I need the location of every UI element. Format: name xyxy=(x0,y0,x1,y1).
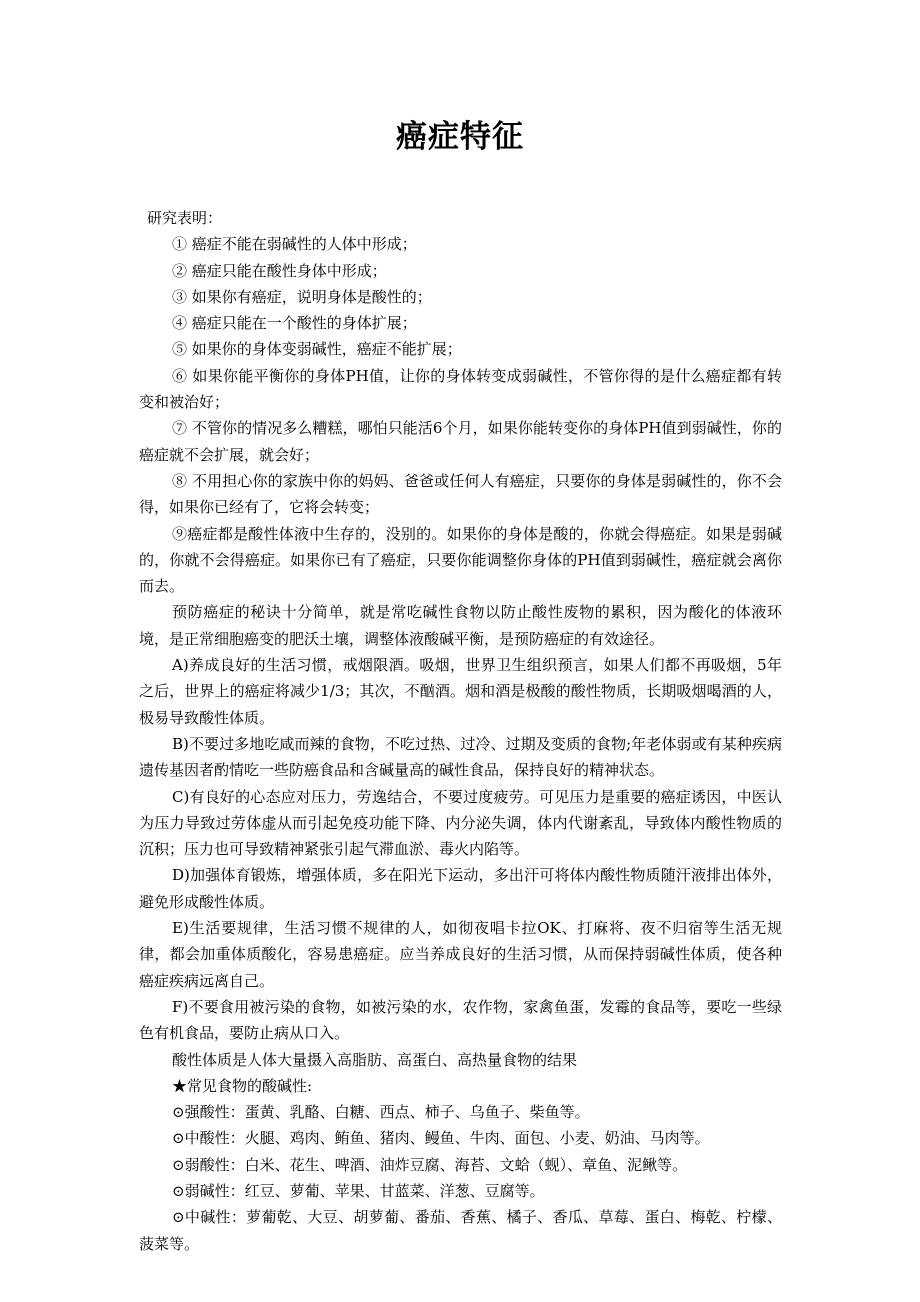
finding-3: ③ 如果你有癌症，说明身体是酸性的； xyxy=(172,287,432,306)
advice-e: E)生活要规律，生活习惯不规律的人，如彻夜唱卡拉OK、打麻将、夜不归宿等生活无规律，都会加重体质酸化，容易患癌症。应当养成良好的生活习惯，从而保持弱碱性体质，使各种癌症疾病远离自己。 xyxy=(139,919,782,990)
finding-9: ⑨癌症都是酸性体液中生存的，没别的。如果你的身体是酸的，你就会得癌症。如果是弱碱的，你就不会得癌症。如果你已有了癌症，只要你能调整你身体的PH值到弱碱性，癌症就会离你而去。 xyxy=(139,524,782,596)
food-medium-alkaline: ⊙中碱性：萝葡乾、大豆、胡萝葡、番茄、香蕉、橘子、香瓜、草莓、蛋白、梅乾、柠檬、菠菜等。 xyxy=(139,1208,782,1253)
advice-d: D)加强体育锻炼，增强体质，多在阳光下运动，多出汗可将体内酸性物质随汗液排出体外，避免形成酸性体质。 xyxy=(139,866,782,911)
advice-a: A)养成良好的生活习惯，戒烟限酒。吸烟，世界卫生组织预言，如果人们都不再吸烟，5年之后，世界上的癌症将减少1/3；其次，不酗酒。烟和酒是极酸的酸性物质，长期吸烟喝酒的人，极易导致酸性体质。 xyxy=(139,656,782,727)
food-weak-alkaline: ⊙弱碱性：红豆、萝葡、苹果、甘蓝菜、洋葱、豆腐等。 xyxy=(172,1181,545,1200)
food-strong-acid: ⊙强酸性：蛋黄、乳酪、白糖、西点、柿子、乌鱼子、柴鱼等。 xyxy=(172,1103,590,1122)
prevention-intro: 预防癌症的秘诀十分简单，就是常吃碱性食物以防止酸性废物的累积，因为酸化的体液环境，是正常细胞癌变的肥沃土壤，调整体液酸碱平衡，是预防癌症的有效途径。 xyxy=(139,603,782,648)
finding-4: ④ 癌症只能在一个酸性的身体扩展； xyxy=(172,314,417,333)
finding-5: ⑤ 如果你的身体变弱碱性，癌症不能扩展； xyxy=(172,340,462,359)
finding-2: ② 癌症只能在酸性身体中形成； xyxy=(172,261,387,280)
document-body xyxy=(139,205,782,1257)
food-list-heading: ★常见食物的酸碱性: xyxy=(172,1076,313,1095)
food-weak-acid: ⊙弱酸性：白米、花生、啤酒、油炸豆腐、海苔、文蛤（蚬）、章鱼、泥鳅等。 xyxy=(172,1155,688,1174)
acid-constitution-note: 酸性体质是人体大量摄入高脂肪、高蛋白、高热量食物的结果 xyxy=(172,1050,578,1069)
finding-1: ① 癌症不能在弱碱性的人体中形成； xyxy=(172,235,417,254)
document-title: 癌症特征 xyxy=(396,119,524,155)
advice-b: B)不要过多地吃咸而辣的食物，不吃过热、过冷、过期及变质的食物;年老体弱或有某种疾病遗传基因者酌情吃一些防癌食品和含碱量高的碱性食品，保持良好的精神状态。 xyxy=(139,734,782,780)
finding-6: ⑥ 如果你能平衡你的身体PH值，让你的身体转变成弱碱性，不管你得的是什么癌症都有转变和被治好； xyxy=(139,366,782,412)
advice-f: F)不要食用被污染的食物，如被污染的水，农作物，家禽鱼蛋，发霉的食品等，要吃一些绿色有机食品，要防止病从口入。 xyxy=(139,997,782,1043)
finding-7: ⑦ 不管你的情况多么糟糕，哪怕只能活6个月，如果你能转变你的身体PH值到弱碱性，你的癌症就不会扩展，就会好； xyxy=(139,419,782,464)
food-medium-acid: ⊙中酸性：火腿、鸡肉、鲔鱼、猪肉、鳗鱼、牛肉、面包、小麦、奶油、马肉等。 xyxy=(172,1129,710,1148)
advice-c: C)有良好的心态应对压力，劳逸结合，不要过度疲劳。可见压力是重要的癌症诱因，中医认为压力导致过劳体虚从而引起免疫功能下降、内分泌失调，体内代谢紊乱，导致体内酸性物质的沉积；压力也可导致精神紧张引起气滞血淤、毒火内陷等。 xyxy=(139,787,782,859)
intro-label: 研究表明： xyxy=(147,209,223,227)
finding-8: ⑧ 不用担心你的家族中你的妈妈、爸爸或任何人有癌症，只要你的身体是弱碱性的，你不会得，如果你已经有了，它将会转变； xyxy=(139,471,782,517)
